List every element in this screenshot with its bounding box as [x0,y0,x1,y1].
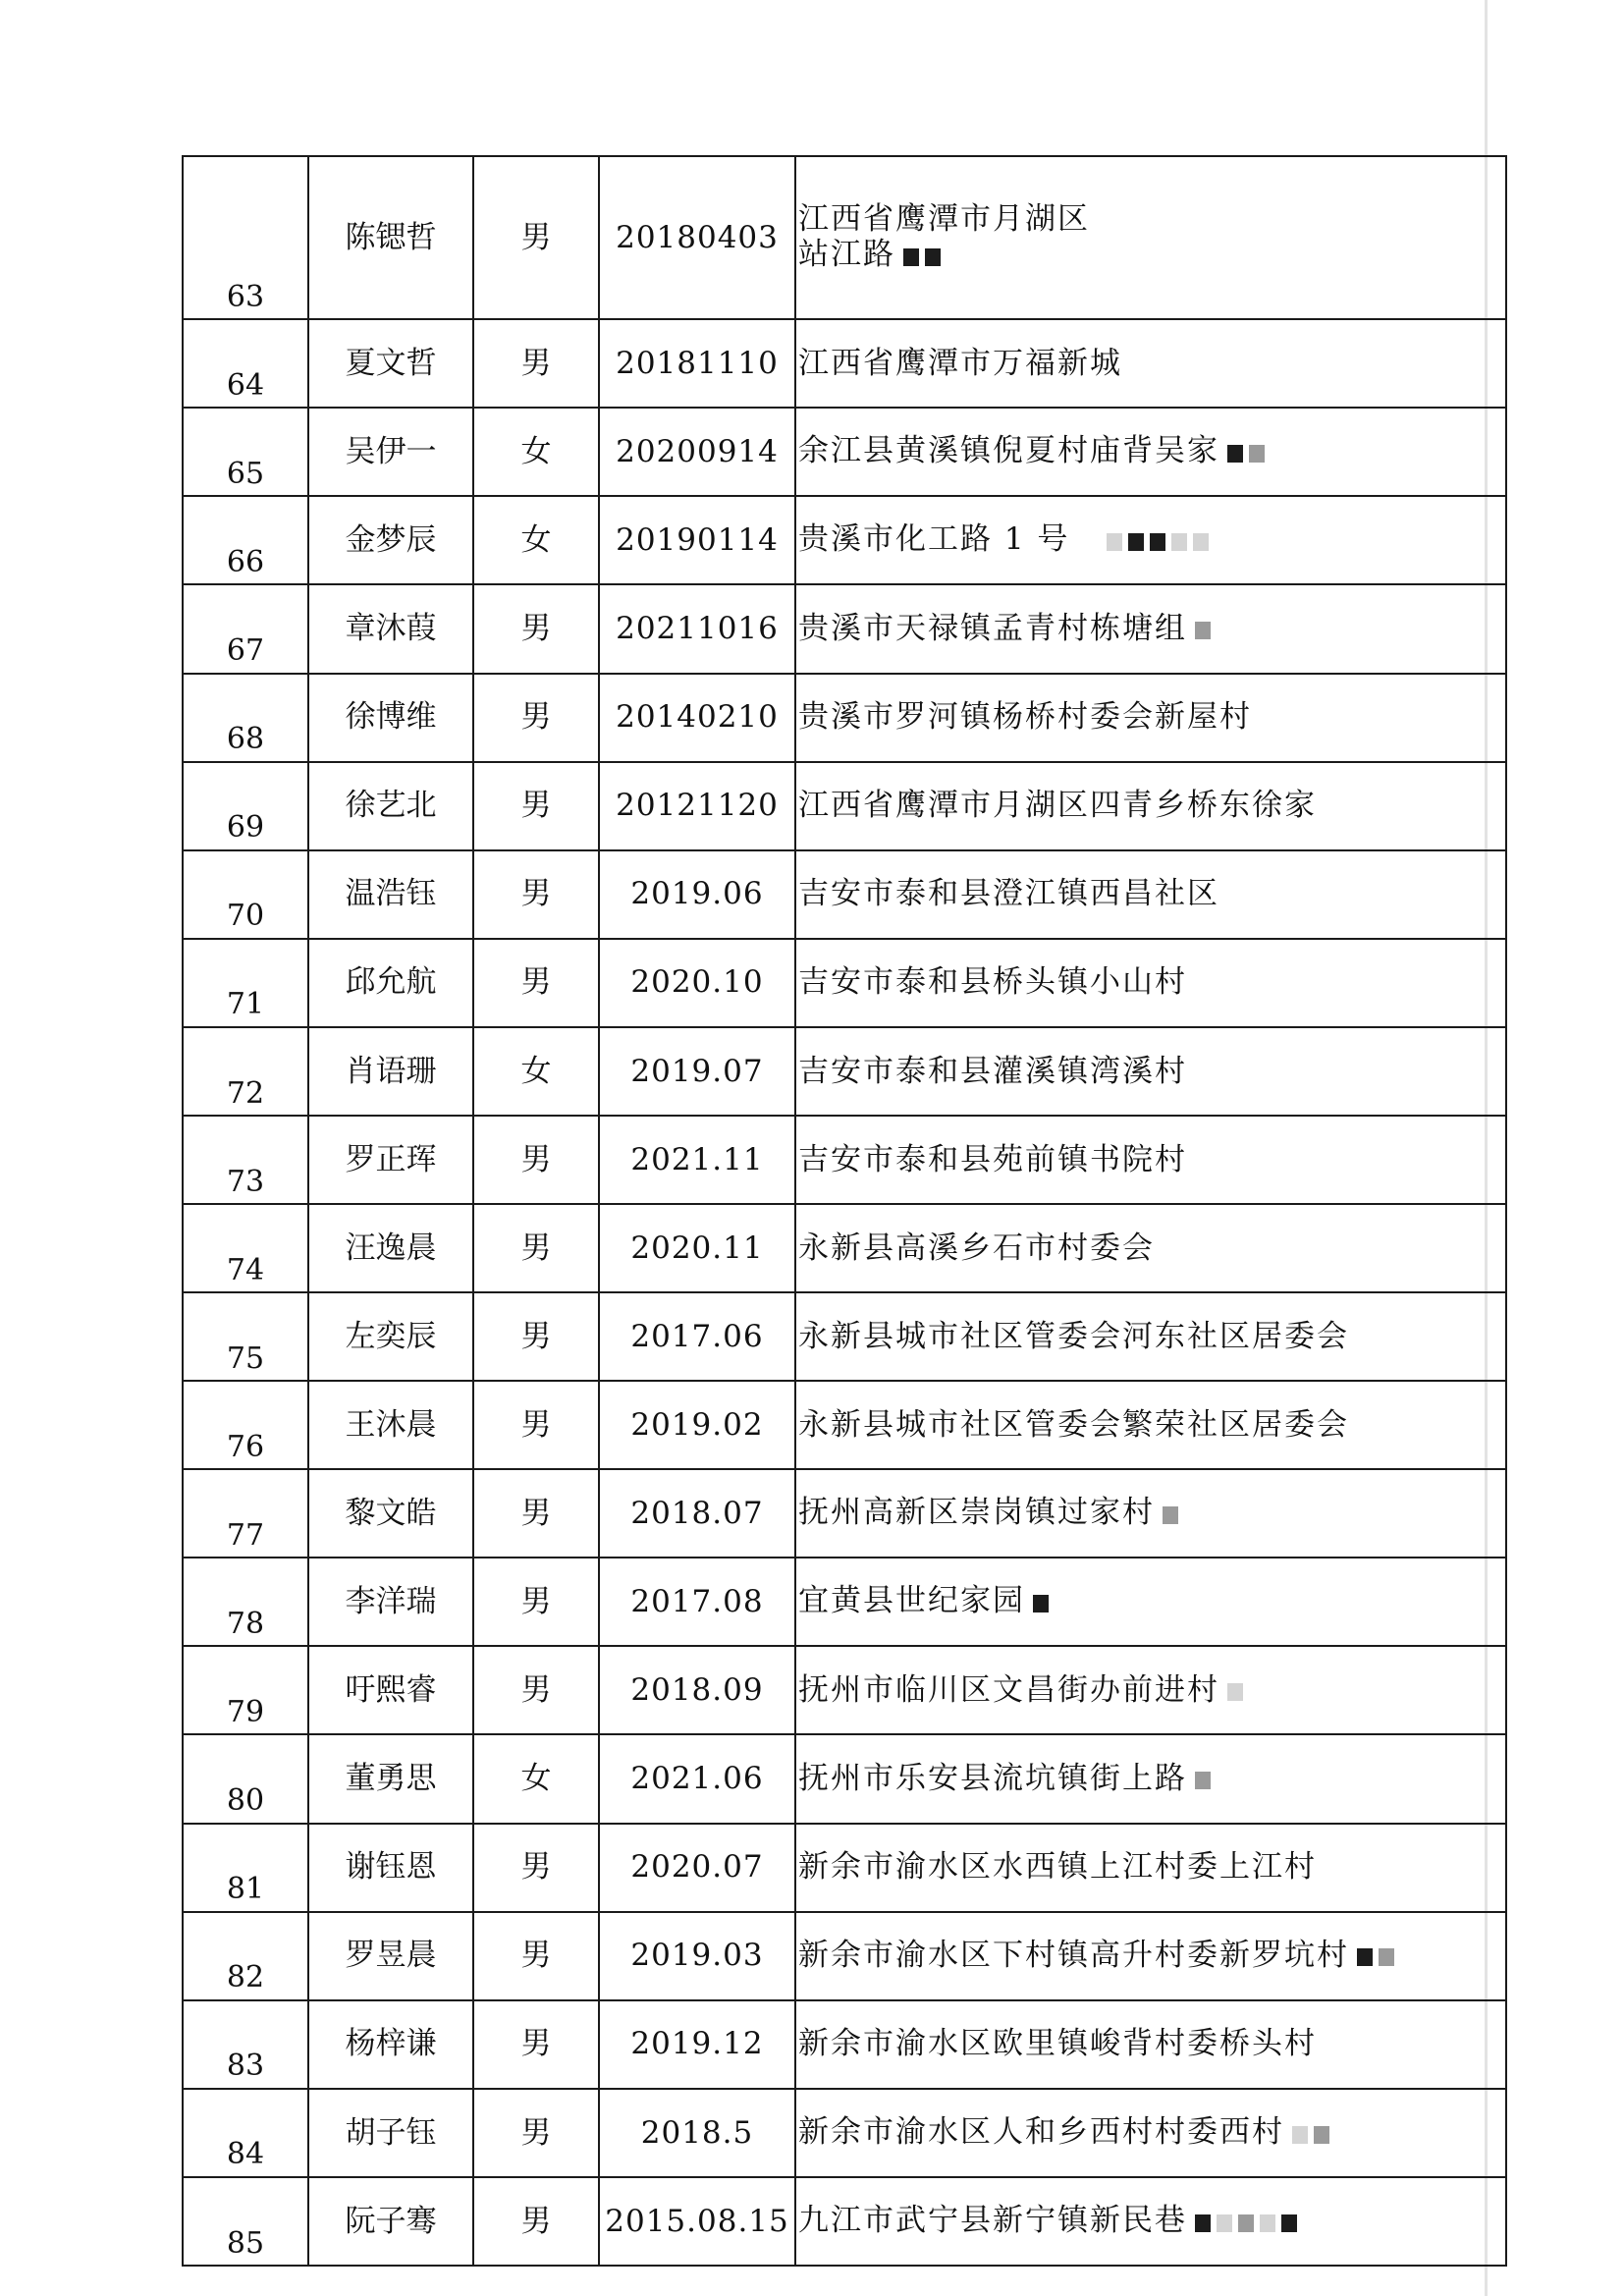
student-gender: 女 [473,496,599,584]
table-row [183,674,1506,762]
student-name: 胡子钰 [308,2089,473,2177]
student-name: 徐艺北 [308,762,473,850]
address-cell [795,850,1506,939]
address-text: 吉安市泰和县桥头镇小山村 [798,964,1187,1001]
birth-date: 2020.11 [599,1204,795,1292]
table-row [183,1116,1506,1204]
birth-date: 20180403 [599,156,795,319]
address-line-2-text: 站江路 [798,237,895,273]
row-number: 74 [183,1204,308,1292]
address-text: 吉安市泰和县苑前镇书院村 [798,1141,1187,1177]
redaction-mark [1107,523,1215,560]
student-gender: 男 [473,762,599,850]
row-number: 64 [183,319,308,408]
redaction-mark [1195,2204,1303,2240]
student-name: 阮子骞 [308,2177,473,2266]
address-cell [795,2000,1506,2089]
birth-date: 2015.08.15 [599,2177,795,2266]
table-row [183,2177,1506,2266]
student-gender: 男 [473,1381,599,1469]
student-name: 谢钰恩 [308,1824,473,1912]
student-name: 左奕辰 [308,1292,473,1381]
address-cell [795,1734,1506,1823]
row-number: 84 [183,2089,308,2177]
address-text: 永新县城市社区管委会繁荣社区居委会 [798,1406,1349,1443]
birth-date: 20140210 [599,674,795,762]
address-text: 贵溪市天禄镇孟青村栋塘组 [798,610,1187,646]
redaction-mark [1292,2115,1335,2152]
birth-date: 2018.09 [599,1646,795,1734]
table-row [183,762,1506,850]
birth-date: 20190114 [599,496,795,584]
row-number: 67 [183,584,308,673]
birth-date: 2019.12 [599,2000,795,2089]
address-text: 抚州市临川区文昌街办前进村 [798,1671,1219,1708]
address-text: 新余市渝水区水西镇上江村委上江村 [798,1849,1317,1886]
birth-date: 20200914 [599,408,795,496]
student-name: 罗正珲 [308,1116,473,1204]
address-text: 宜黄县世纪家园 [798,1583,1025,1619]
table-row [183,1027,1506,1116]
redaction-mark [1227,1673,1249,1710]
student-name: 肖语珊 [308,1027,473,1116]
table-row [183,1912,1506,2000]
student-gender: 男 [473,1469,599,1558]
student-gender: 男 [473,1646,599,1734]
address-cell [795,1204,1506,1292]
student-gender: 男 [473,674,599,762]
student-gender: 男 [473,1824,599,1912]
address-cell [795,496,1506,584]
student-name: 陈锶哲 [308,156,473,319]
row-number: 82 [183,1912,308,2000]
birth-date: 2017.06 [599,1292,795,1381]
student-name: 李洋瑞 [308,1558,473,1646]
student-name: 汪逸晨 [308,1204,473,1292]
address-text: 江西省鹰潭市月湖区四青乡桥东徐家 [798,788,1317,824]
row-number: 68 [183,674,308,762]
row-number: 73 [183,1116,308,1204]
row-number: 76 [183,1381,308,1469]
address-text: 余江县黄溪镇倪夏村庙背吴家 [798,433,1219,469]
birth-date: 2020.10 [599,939,795,1027]
table-row [183,1292,1506,1381]
address-cell [795,2089,1506,2177]
address-text: 吉安市泰和县澄江镇西昌社区 [798,876,1219,912]
address-text: 贵溪市化工路 1 号 [798,521,1070,558]
student-name: 王沐晨 [308,1381,473,1469]
table-row [183,2000,1506,2089]
address-text: 九江市武宁县新宁镇新民巷 [798,2203,1187,2239]
row-number: 75 [183,1292,308,1381]
table-row [183,408,1506,496]
birth-date: 2019.07 [599,1027,795,1116]
row-number: 69 [183,762,308,850]
birth-date: 20211016 [599,584,795,673]
address-cell [795,319,1506,408]
birth-date: 2019.06 [599,850,795,939]
student-gender: 男 [473,1204,599,1292]
birth-date: 2017.08 [599,1558,795,1646]
roster-body [183,156,1506,2266]
student-gender: 男 [473,1292,599,1381]
row-number: 66 [183,496,308,584]
address-cell [795,1469,1506,1558]
address-cell [795,408,1506,496]
birth-date: 20181110 [599,319,795,408]
table-row [183,496,1506,584]
birth-date: 20121120 [599,762,795,850]
address-cell [795,2177,1506,2266]
address-text: 抚州高新区崇岗镇过家村 [798,1495,1155,1531]
student-name: 金梦辰 [308,496,473,584]
address-line-2 [798,237,1505,274]
table-row [183,939,1506,1027]
address-cell [795,1116,1506,1204]
student-gender: 男 [473,2089,599,2177]
row-number: 83 [183,2000,308,2089]
row-number: 65 [183,408,308,496]
student-gender: 男 [473,584,599,673]
birth-date: 2019.02 [599,1381,795,1469]
student-name: 邱允航 [308,939,473,1027]
table-row [183,1646,1506,1734]
table-row [183,584,1506,673]
table-row [183,1381,1506,1469]
student-gender: 女 [473,408,599,496]
address-cell [795,584,1506,673]
address-text: 永新县城市社区管委会河东社区居委会 [798,1318,1349,1354]
address-text: 贵溪市罗河镇杨桥村委会新屋村 [798,699,1252,736]
table-row [183,156,1506,319]
address-cell [795,1292,1506,1381]
birth-date: 2020.07 [599,1824,795,1912]
redaction-mark [903,239,947,275]
address-line-1: 江西省鹰潭市月湖区 [798,200,1090,237]
redaction-mark [1195,1762,1217,1798]
student-name: 黎文皓 [308,1469,473,1558]
redaction-mark [1357,1939,1400,1975]
row-number: 85 [183,2177,308,2266]
row-number: 79 [183,1646,308,1734]
student-name: 吁熙睿 [308,1646,473,1734]
redaction-mark [1227,435,1271,471]
student-gender: 男 [473,1912,599,2000]
row-number: 77 [183,1469,308,1558]
address-text: 新余市渝水区人和乡西村村委西村 [798,2113,1284,2150]
table-row [183,850,1506,939]
address-cell [795,156,1506,319]
address-cell [795,1558,1506,1646]
table-row [183,1734,1506,1823]
address-cell [795,1381,1506,1469]
birth-date: 2021.06 [599,1734,795,1823]
student-name: 吴伊一 [308,408,473,496]
address-text: 新余市渝水区欧里镇峻背村委桥头村 [798,2026,1317,2062]
student-gender: 男 [473,939,599,1027]
student-gender: 男 [473,2000,599,2089]
table-row [183,1824,1506,1912]
address-text: 永新县高溪乡石市村委会 [798,1230,1155,1266]
table-row [183,1204,1506,1292]
student-name: 董勇思 [308,1734,473,1823]
redaction-mark [1195,612,1217,648]
student-gender: 男 [473,2177,599,2266]
row-number: 63 [183,156,308,319]
row-number: 71 [183,939,308,1027]
address-cell [795,939,1506,1027]
student-name: 徐博维 [308,674,473,762]
table-row [183,319,1506,408]
table-row [183,1558,1506,1646]
row-number: 72 [183,1027,308,1116]
student-name: 温浩钰 [308,850,473,939]
student-gender: 男 [473,319,599,408]
address-cell [795,1824,1506,1912]
birth-date: 2018.07 [599,1469,795,1558]
row-number: 78 [183,1558,308,1646]
student-gender: 男 [473,1116,599,1204]
row-number: 80 [183,1734,308,1823]
redaction-mark [1033,1585,1055,1621]
student-roster-table [182,155,1507,2267]
address-cell [795,1027,1506,1116]
address-text: 江西省鹰潭市万福新城 [798,345,1122,381]
student-name: 夏文哲 [308,319,473,408]
student-gender: 女 [473,1027,599,1116]
birth-date: 2019.03 [599,1912,795,2000]
address-cell [795,762,1506,850]
address-text: 新余市渝水区下村镇高升村委新罗坑村 [798,1937,1349,1973]
address-cell [795,674,1506,762]
student-gender: 女 [473,1734,599,1823]
birth-date: 2018.5 [599,2089,795,2177]
row-number: 81 [183,1824,308,1912]
student-name: 罗昱晨 [308,1912,473,2000]
table-row [183,2089,1506,2177]
student-name: 杨梓谦 [308,2000,473,2089]
student-gender: 男 [473,1558,599,1646]
redaction-mark [1163,1497,1184,1533]
address-cell [795,1912,1506,2000]
student-gender: 男 [473,156,599,319]
birth-date: 2021.11 [599,1116,795,1204]
table-row [183,1469,1506,1558]
address-cell [795,1646,1506,1734]
student-name: 章沐葭 [308,584,473,673]
address-text: 吉安市泰和县灌溪镇湾溪村 [798,1053,1187,1089]
address-text: 抚州市乐安县流坑镇街上路 [798,1760,1187,1796]
student-gender: 男 [473,850,599,939]
row-number: 70 [183,850,308,939]
